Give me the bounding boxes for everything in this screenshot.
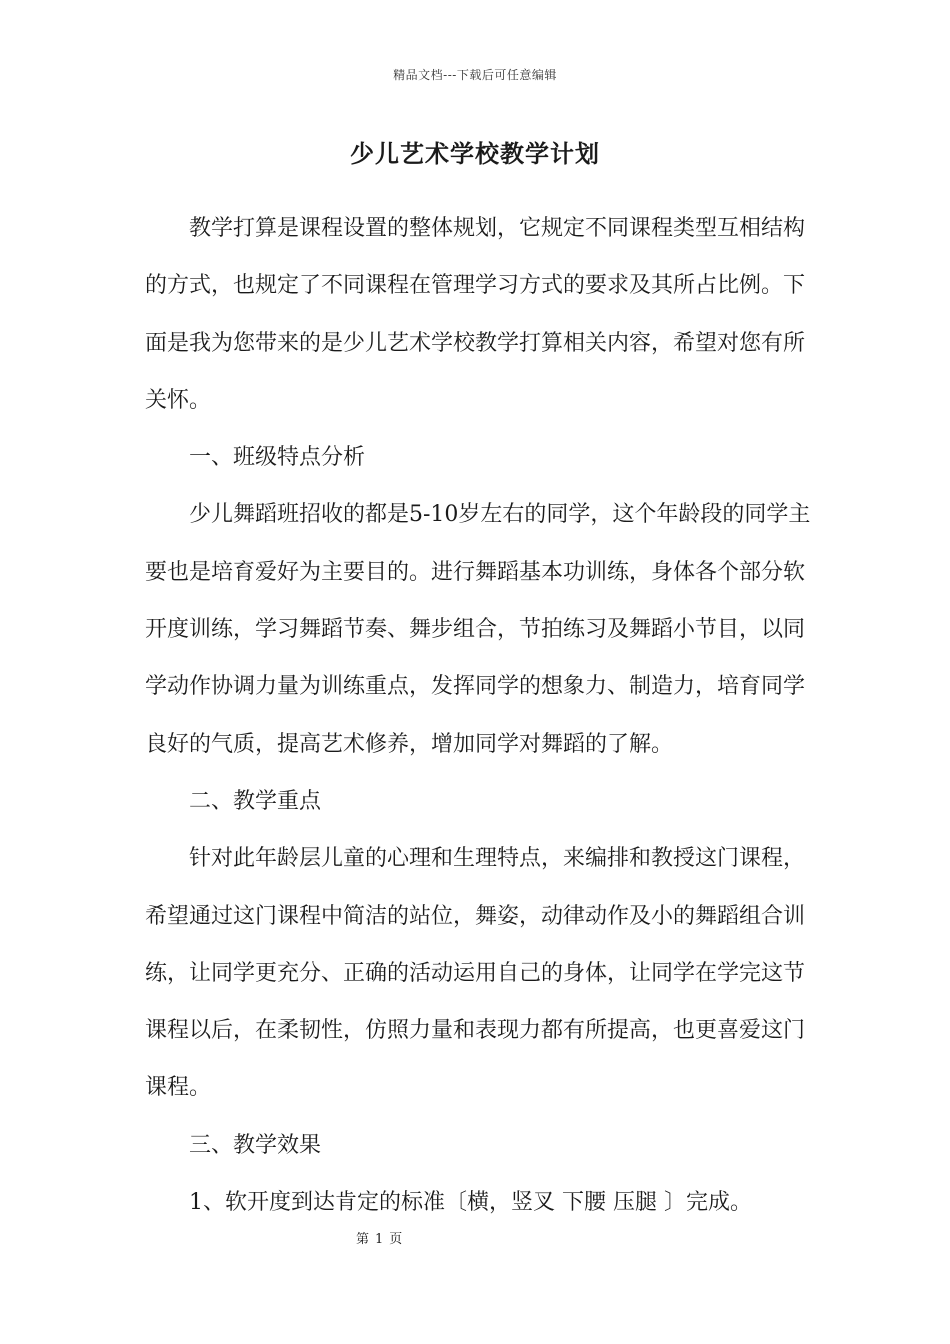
page-suffix: 页 xyxy=(389,1232,403,1247)
page-number-footer xyxy=(356,1228,408,1247)
class-analysis-paragraph: 少儿舞蹈班招收的都是5-10岁左右的同学，这个年龄段的同学主要也是培育爱好为主要目的。进行舞蹈基本功训练，身体各个部分软开度训练，学习舞蹈节奏、舞步组合，节拍练习及舞蹈小节目，以同学动作协调力量为训练重点，发挥同学的想象力、制造力，培育同学良好的气质，提高艺术修养，增加同学对舞蹈的了解。 xyxy=(145,502,811,757)
teaching-results-item-1: 1、软开度到达肯定的标准〔横，竖叉 下腰 压腿 〕完成。 xyxy=(189,1190,752,1216)
section-heading-teaching-focus: 二、教学重点 xyxy=(189,788,322,814)
teaching-focus-paragraph: 针对此年龄层儿童的心理和生理特点，来编排和教授这门课程，希望通过这门课程中简洁的站位，舞姿，动律动作及小的舞蹈组合训练，让同学更充分、正确的活动运用自己的身体，让同学在学完这节课程以后，在柔韧性，仿照力量和表现力都有所提高，也更喜爱这门课程。 xyxy=(145,846,806,1101)
page-prefix: 第 xyxy=(356,1232,370,1247)
section-heading-teaching-results: 三、教学效果 xyxy=(189,1132,322,1158)
section-heading-class-analysis: 一、班级特点分析 xyxy=(189,445,366,471)
intro-paragraph: 教学打算是课程设置的整体规划，它规定不同课程类型互相结构的方式，也规定了不同课程在管理学习方式的要求及其所占比例。下面是我为您带来的是少儿艺术学校教学打算相关内容，希望对您有所关怀。 xyxy=(145,216,806,413)
page-title: 少儿艺术学校教学计划 xyxy=(350,139,600,168)
header-note: 精品文档---下载后可任意编辑 xyxy=(393,68,557,82)
page-number: 1 xyxy=(375,1232,384,1247)
document-body xyxy=(145,200,825,1231)
